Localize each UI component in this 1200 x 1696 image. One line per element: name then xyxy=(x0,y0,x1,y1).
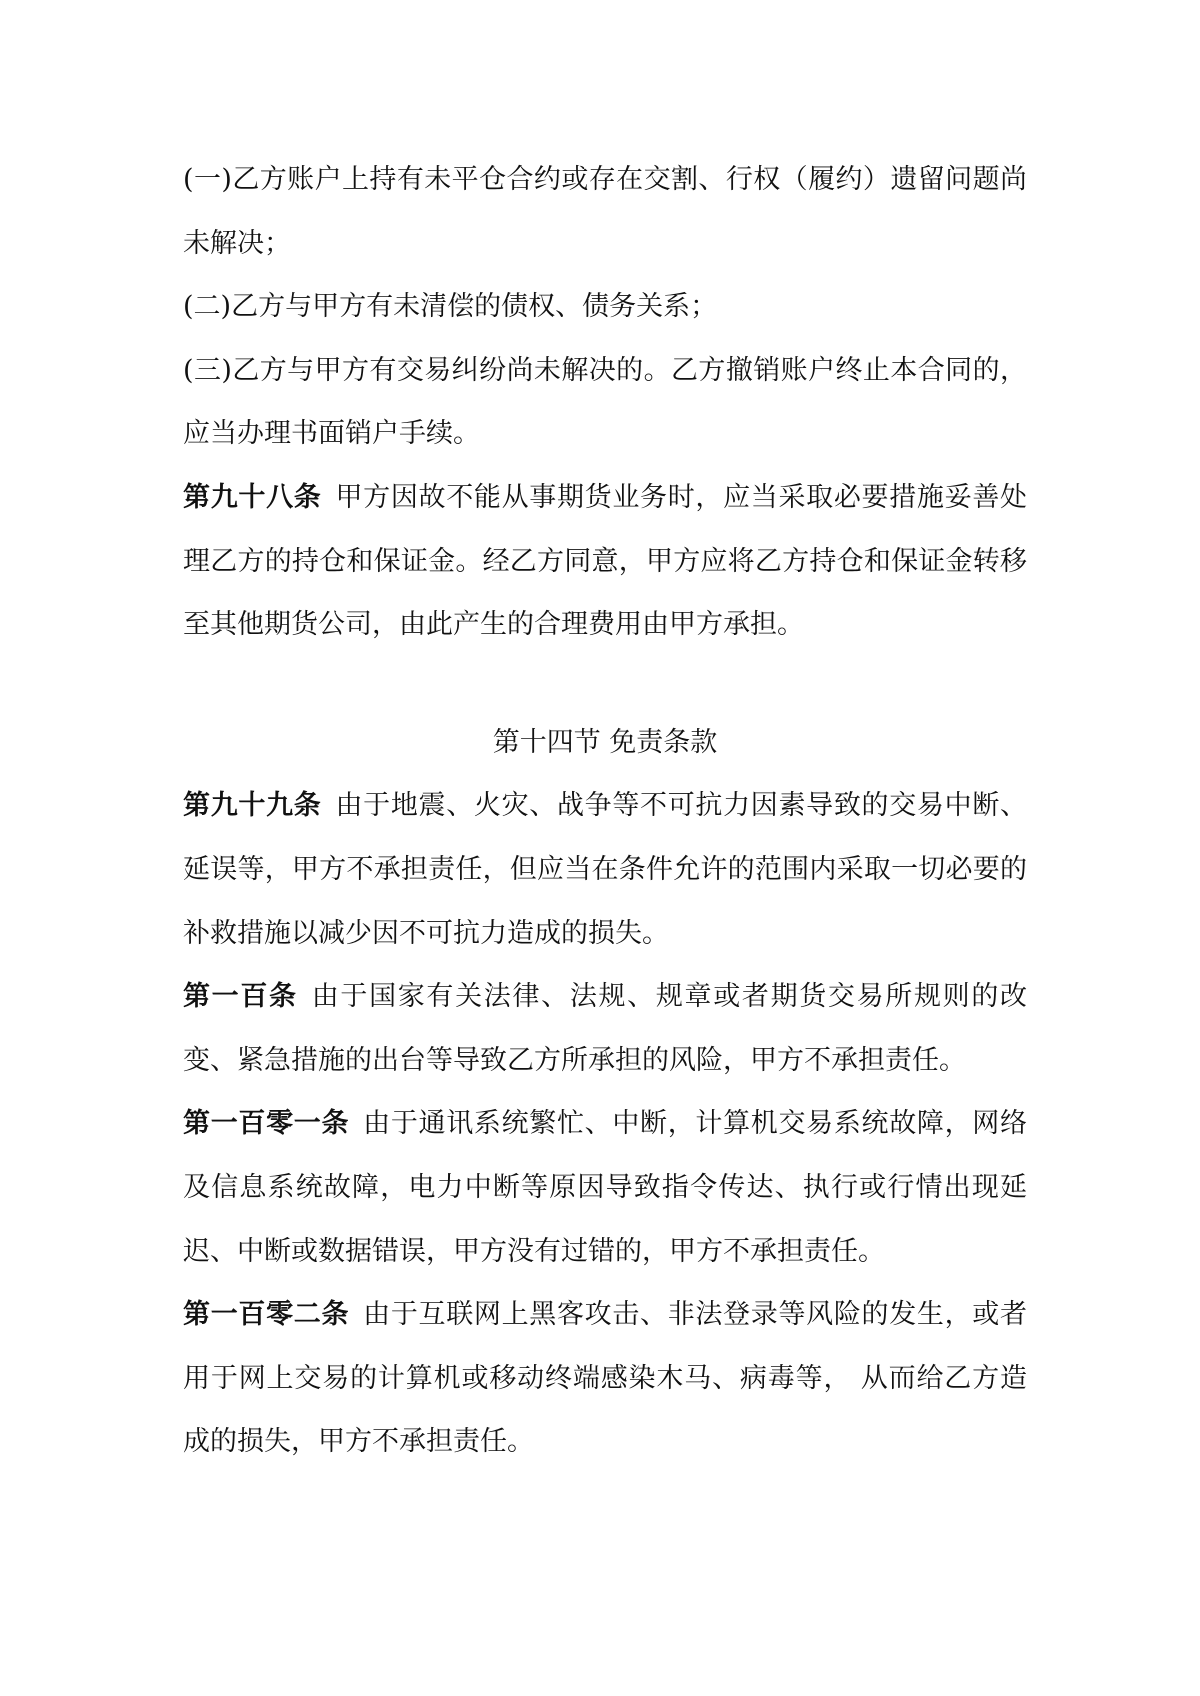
document-page xyxy=(183,148,1027,1474)
section-title: 第十四节 免责条款 xyxy=(492,726,718,758)
clause-item-3-label: (三) xyxy=(183,354,232,386)
article-98-text: 甲方因故不能从事期货业务时，应当采取必要措施妥善处理乙方的持仓和保证金。经乙方同意，甲方应将乙方持仓和保证金转移至其他期货公司，由此产生的合理费用由甲方承担。 xyxy=(183,481,1028,641)
clause-item-1-text: 乙方账户上持有未平仓合约或存在交割、行权（履约）遗留问题尚未解决； xyxy=(183,164,1027,259)
clause-item-2-text: 乙方与甲方有未清偿的债权、债务关系； xyxy=(231,291,718,323)
article-99-text: 由于地震、火灾、战争等不可抗力因素导致的交易中断、延误等，甲方不承担责任，但应当在条件允许的范围内采取一切必要的补救措施以减少因不可抗力造成的损失。 xyxy=(183,790,1028,949)
clause-item-1 xyxy=(183,148,1027,275)
article-102-label: 第一百零二条 xyxy=(183,1299,350,1331)
article-99 xyxy=(183,774,1027,965)
clause-item-1-label: (一) xyxy=(183,164,232,195)
article-102 xyxy=(183,1283,1027,1474)
article-98 xyxy=(183,466,1027,657)
article-99-label: 第九十九条 xyxy=(183,790,322,822)
article-100 xyxy=(183,965,1027,1092)
clause-item-2 xyxy=(183,275,1027,339)
article-100-label: 第一百条 xyxy=(183,981,298,1013)
article-100-text: 由于国家有关法律、法规、规章或者期货交易所规则的改变、紧急措施的出台等导致乙方所承担的风险，甲方不承担责任。 xyxy=(183,981,1028,1076)
article-101-label: 第一百零一条 xyxy=(183,1108,350,1140)
clause-item-2-label: (二) xyxy=(183,291,232,323)
section-spacer xyxy=(183,657,1027,711)
article-101-text: 由于通讯系统繁忙、中断，计算机交易系统故障，网络及信息系统故障，电力中断等原因导致指令传达、执行或行情出现延迟、中断或数据错误，甲方没有过错的，甲方不承担责任。 xyxy=(183,1108,1028,1267)
clause-item-3 xyxy=(183,339,1027,466)
article-101 xyxy=(183,1092,1027,1283)
clause-item-3-text: 乙方与甲方有交易纠纷尚未解决的。乙方撤销账户终止本合同的，应当办理书面销户手续。 xyxy=(183,354,1027,450)
article-102-text: 由于互联网上黑客攻击、非法登录等风险的发生，或者用于网上交易的计算机或移动终端感染木马、病毒等， 从而给乙方造成的损失，甲方不承担责任。 xyxy=(183,1299,1028,1458)
article-98-label: 第九十八条 xyxy=(183,481,322,513)
